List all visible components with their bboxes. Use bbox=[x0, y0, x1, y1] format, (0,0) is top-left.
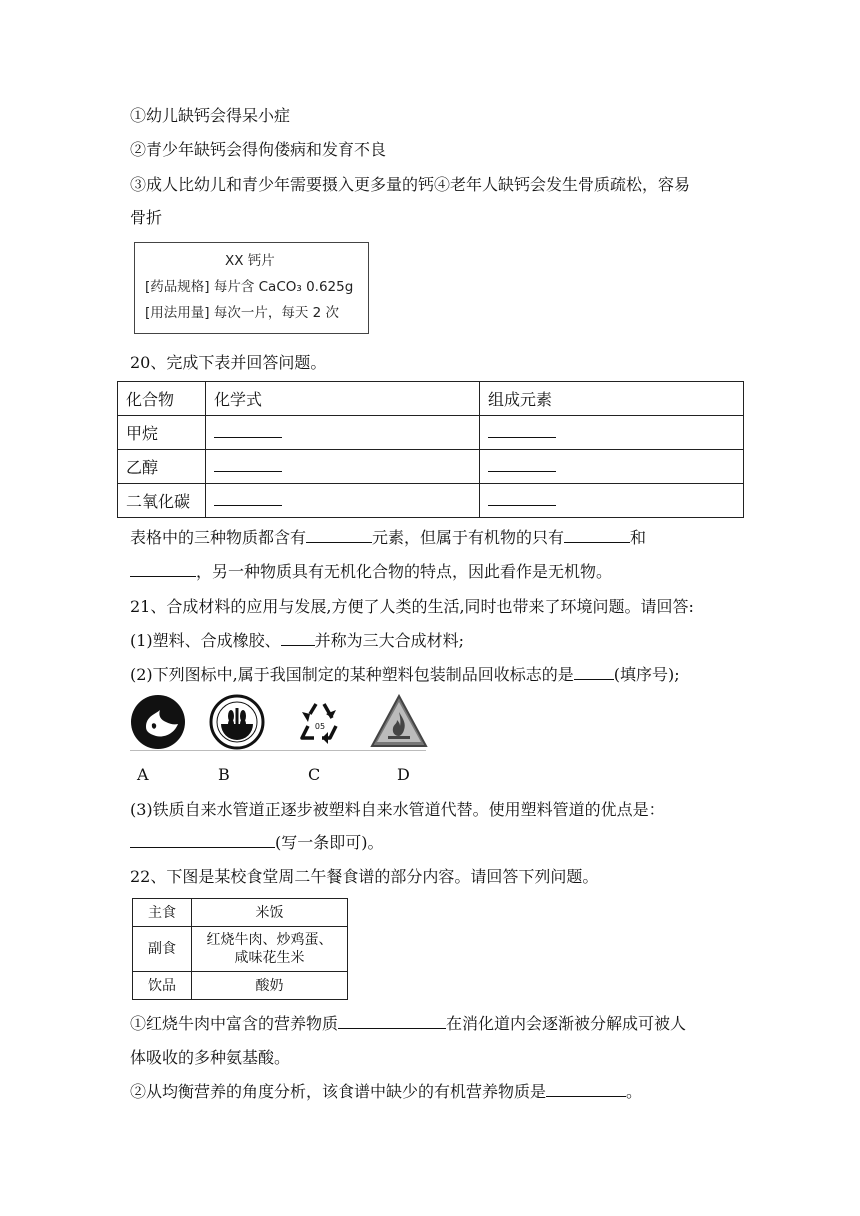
water-drop-icon bbox=[130, 694, 186, 750]
menu-label: 主食 bbox=[133, 899, 192, 927]
header-formula: 化学式 bbox=[206, 382, 480, 416]
answer-blank[interactable] bbox=[281, 631, 315, 646]
header-compound: 化合物 bbox=[118, 382, 206, 416]
option-2: ②青少年缺钙会得佝偻病和发育不良 bbox=[130, 140, 387, 159]
menu-label: 饮品 bbox=[133, 972, 192, 1000]
menu-label: 副食 bbox=[133, 927, 192, 972]
q21-part1: (1)塑料、合成橡胶、 并称为三大合成材料; bbox=[130, 631, 465, 650]
icon-label-b[interactable]: B bbox=[218, 765, 230, 784]
icon-label-c[interactable]: C bbox=[308, 765, 321, 784]
table-row bbox=[133, 899, 348, 927]
formula-blank[interactable] bbox=[206, 450, 480, 484]
compound-name: 甲烷 bbox=[118, 416, 206, 450]
formula-blank[interactable] bbox=[206, 416, 480, 450]
option-3-4: ③成人比幼儿和青少年需要摄入更多量的钙④老年人缺钙会发生骨质疏松，容易 bbox=[130, 175, 691, 194]
answer-blank[interactable] bbox=[306, 528, 372, 543]
answer-blank[interactable] bbox=[574, 665, 614, 680]
formula-blank[interactable] bbox=[206, 484, 480, 518]
q22-sub1: ①红烧牛肉中富含的营养物质 在消化道内会逐渐被分解成可被人 bbox=[130, 1014, 687, 1033]
icon-divider bbox=[130, 750, 426, 751]
label-title: XX 钙片 bbox=[225, 253, 275, 269]
compound-name: 乙醇 bbox=[118, 450, 206, 484]
flammable-warning-icon bbox=[370, 694, 428, 748]
q21-question: 21、合成材料的应用与发展,方便了人类的生活,同时也带来了环境问题。请回答: bbox=[130, 597, 694, 616]
recycle-code: 05 bbox=[314, 722, 326, 731]
q22-question: 22、下图是某校食堂周二午餐食谱的部分内容。请回答下列问题。 bbox=[130, 867, 599, 886]
icon-label-a[interactable]: A bbox=[137, 765, 149, 784]
q20-question: 20、完成下表并回答问题。 bbox=[130, 353, 327, 372]
label-usage: [用法用量] 每次一片，每天 2 次 bbox=[145, 305, 339, 321]
label-spec: [药品规格] 每片含 CaCO₃ 0.625g bbox=[145, 279, 354, 295]
answer-blank[interactable] bbox=[130, 833, 275, 848]
table-row bbox=[118, 484, 744, 518]
table-row bbox=[133, 927, 348, 972]
table-header bbox=[118, 382, 744, 416]
q22-sub2: ②从均衡营养的角度分析，该食谱中缺少的有机营养物质是 。 bbox=[130, 1082, 643, 1101]
answer-blank[interactable] bbox=[564, 528, 630, 543]
q21-part2: (2)下列图标中,属于我国制定的某种塑料包装制品回收标志的是 (填序号); bbox=[130, 665, 680, 684]
answer-blank[interactable] bbox=[338, 1014, 446, 1029]
answer-blank[interactable] bbox=[130, 562, 196, 577]
compound-table bbox=[117, 381, 744, 518]
table-row bbox=[118, 416, 744, 450]
elements-blank[interactable] bbox=[480, 450, 744, 484]
icon-label-d[interactable]: D bbox=[397, 765, 410, 784]
answer-blank[interactable] bbox=[546, 1082, 626, 1097]
menu-value: 红烧牛肉、炒鸡蛋、 咸味花生米 bbox=[192, 927, 348, 972]
q21-part3-answer: (写一条即可)。 bbox=[130, 832, 384, 854]
q21-part3: (3)铁质自来水管道正逐步被塑料自来水管道代替。使用塑料管道的优点是： bbox=[130, 800, 665, 819]
table-row bbox=[118, 450, 744, 484]
q22-sub1-cont: 体吸收的多种氨基酸。 bbox=[130, 1048, 291, 1067]
menu-value: 酸奶 bbox=[192, 972, 348, 1000]
green-food-seal-icon bbox=[209, 694, 265, 750]
header-elements: 组成元素 bbox=[480, 382, 744, 416]
elements-blank[interactable] bbox=[480, 416, 744, 450]
compound-name: 二氧化碳 bbox=[118, 484, 206, 518]
menu-table bbox=[132, 898, 348, 1000]
option-1: ①幼儿缺钙会得呆小症 bbox=[130, 106, 291, 125]
recycle-icon bbox=[292, 694, 348, 750]
menu-value: 米饭 bbox=[192, 899, 348, 927]
q20-followup-1: 表格中的三种物质都含有 元素，但属于有机物的只有 和 bbox=[130, 528, 647, 547]
table-row bbox=[133, 972, 348, 1000]
elements-blank[interactable] bbox=[480, 484, 744, 518]
option-4-cont: 骨折 bbox=[130, 208, 163, 227]
q20-followup-2: ，另一种物质具有无机化合物的特点，因此看作是无机物。 bbox=[130, 561, 612, 583]
calcium-label bbox=[134, 242, 369, 334]
